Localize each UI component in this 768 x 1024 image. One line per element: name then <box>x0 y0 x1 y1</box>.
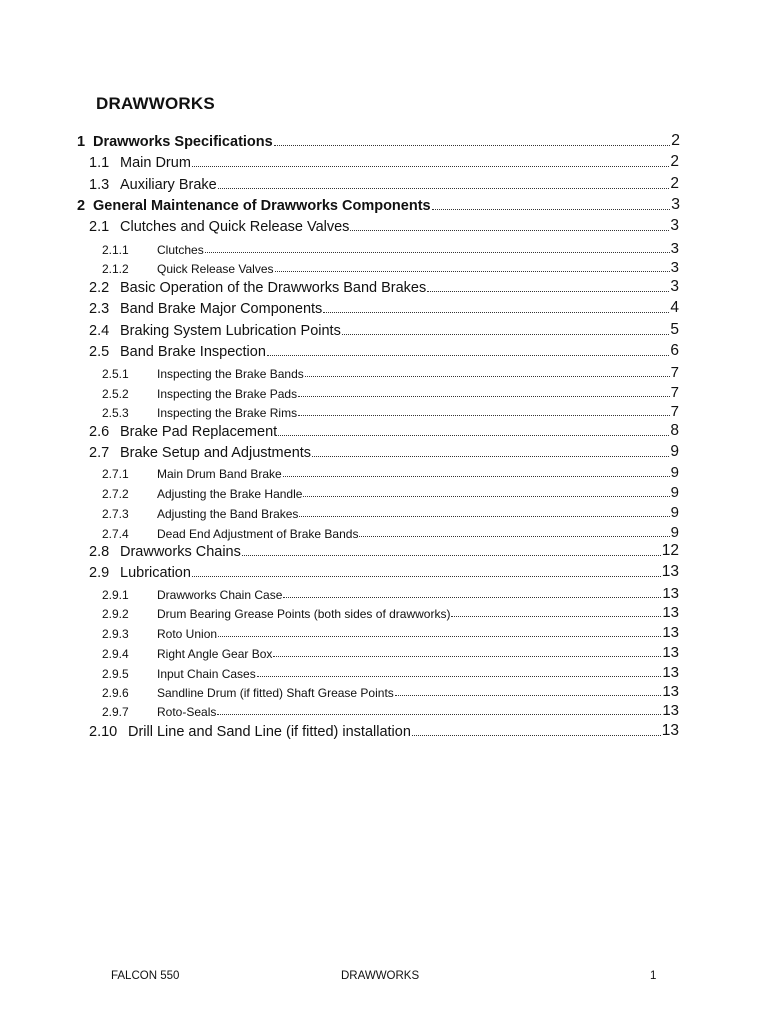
toc-entry-page-number: 8 <box>670 422 679 439</box>
toc-dot-leader <box>342 334 670 335</box>
toc-entry-title: Band Brake Major Components <box>120 301 323 317</box>
toc-entry-title: Clutches <box>157 243 204 257</box>
toc-entry-number: 2 <box>77 198 86 214</box>
toc-entry[interactable] <box>0 481 768 501</box>
toc-entry[interactable] <box>0 319 768 339</box>
toc-dot-leader <box>312 456 669 457</box>
toc-entry[interactable] <box>0 461 768 481</box>
toc-entry-page-number: 9 <box>670 524 679 541</box>
toc-entry[interactable] <box>0 173 768 193</box>
toc-entry-page-number: 3 <box>671 196 680 213</box>
toc-entry-title: Brake Pad Replacement <box>120 424 278 440</box>
toc-entry-number: 2.8 <box>89 544 110 560</box>
toc-entry[interactable] <box>0 130 768 150</box>
toc-entry-page-number: 9 <box>670 504 679 521</box>
toc-dot-leader <box>192 576 661 577</box>
toc-entry-page-number: 13 <box>662 604 679 621</box>
toc-entry-title: Right Angle Gear Box <box>157 647 273 661</box>
toc-entry-title: Drawworks Specifications <box>93 134 273 150</box>
toc-entry-number: 2.7.4 <box>102 527 129 541</box>
toc-entry[interactable] <box>0 501 768 521</box>
toc-entry-number: 2.9 <box>89 565 110 581</box>
toc-dot-leader <box>257 676 662 677</box>
toc-entry-number: 2.7 <box>89 445 110 461</box>
toc-entry-title: Sandline Drum (if fitted) Shaft Grease Points <box>157 686 394 700</box>
toc-entry-title: Auxiliary Brake <box>120 177 217 193</box>
toc-entry-number: 2.9.2 <box>102 607 129 621</box>
toc-entry[interactable] <box>0 561 768 581</box>
toc-entry-page-number: 7 <box>670 364 679 381</box>
toc-entry-page-number: 12 <box>661 542 679 559</box>
toc-entry-number: 2.9.3 <box>102 627 129 641</box>
toc-entry-number: 2.5.3 <box>102 406 129 420</box>
toc-entry-page-number: 13 <box>661 722 679 739</box>
toc-entry-title: Band Brake Inspection <box>120 344 266 360</box>
toc-dot-leader <box>192 166 669 167</box>
toc-entry[interactable] <box>0 601 768 621</box>
toc-entry[interactable] <box>0 680 768 700</box>
toc-entry-page-number: 2 <box>670 153 679 170</box>
toc-entry[interactable] <box>0 151 768 171</box>
toc-entry-number: 1 <box>77 134 86 150</box>
toc-entry[interactable] <box>0 297 768 317</box>
toc-dot-leader <box>205 252 670 253</box>
toc-entry-page-number: 9 <box>670 443 679 460</box>
toc-entry[interactable] <box>0 400 768 420</box>
toc-entry[interactable] <box>0 521 768 541</box>
toc-entry-number: 2.9.7 <box>102 705 129 719</box>
toc-entry-page-number: 13 <box>661 563 679 580</box>
toc-entry-title: Inspecting the Brake Pads <box>157 387 298 401</box>
toc-entry[interactable] <box>0 237 768 257</box>
toc-entry-page-number: 13 <box>662 644 679 661</box>
toc-dot-leader <box>395 695 662 696</box>
toc-entry-number: 2.9.5 <box>102 667 129 681</box>
toc-dot-leader <box>217 714 661 715</box>
toc-entry-title: Basic Operation of the Drawworks Band Brakes <box>120 280 427 296</box>
toc-dot-leader <box>267 355 669 356</box>
toc-dot-leader <box>242 555 661 556</box>
document-title: DRAWWORKS <box>96 94 215 113</box>
toc-entry-page-number: 2 <box>671 132 680 149</box>
toc-dot-leader <box>359 536 669 537</box>
toc-dot-leader <box>275 271 670 272</box>
toc-entry-number: 2.5.2 <box>102 387 129 401</box>
footer-section-name: DRAWWORKS <box>341 970 420 982</box>
toc-entry[interactable] <box>0 661 768 681</box>
toc-entry-number: 2.9.6 <box>102 686 129 700</box>
toc-entry-title: Dead End Adjustment of Brake Bands <box>157 527 359 541</box>
toc-entry-title: Roto Union <box>157 627 218 641</box>
toc-entry-number: 2.7.2 <box>102 487 129 501</box>
toc-entry-title: Roto-Seals <box>157 705 217 719</box>
toc-entry[interactable] <box>0 582 768 602</box>
toc-entry-page-number: 9 <box>670 484 679 501</box>
toc-entry[interactable] <box>0 276 768 296</box>
toc-entry-page-number: 3 <box>670 259 679 276</box>
toc-entry[interactable] <box>0 441 768 461</box>
toc-entry-title: Main Drum <box>120 155 191 171</box>
toc-entry-title: Lubrication <box>120 565 191 581</box>
toc-entry-page-number: 4 <box>670 299 679 316</box>
toc-entry[interactable] <box>0 540 768 560</box>
toc-dot-leader <box>283 597 661 598</box>
toc-entry-number: 2.7.3 <box>102 507 129 521</box>
toc-entry-number: 2.9.4 <box>102 647 129 661</box>
toc-entry-page-number: 13 <box>662 683 679 700</box>
toc-entry-page-number: 3 <box>670 217 679 234</box>
toc-dot-leader <box>298 396 670 397</box>
toc-entry-page-number: 3 <box>670 240 679 257</box>
toc-dot-leader <box>412 735 661 736</box>
toc-entry[interactable] <box>0 215 768 235</box>
toc-entry[interactable] <box>0 381 768 401</box>
toc-entry-page-number: 13 <box>662 664 679 681</box>
toc-entry-number: 2.2 <box>89 280 110 296</box>
toc-entry-number: 1.1 <box>89 155 110 171</box>
toc-entry-number: 2.10 <box>89 724 118 740</box>
toc-entry-title: Drawworks Chains <box>120 544 241 560</box>
toc-entry-page-number: 13 <box>662 624 679 641</box>
toc-entry[interactable] <box>0 361 768 381</box>
toc-dot-leader <box>283 476 670 477</box>
page-footer <box>0 970 768 988</box>
toc-dot-leader <box>218 636 661 637</box>
toc-dot-leader <box>299 516 669 517</box>
toc-entry-page-number: 13 <box>662 585 679 602</box>
toc-entry-number: 2.3 <box>89 301 110 317</box>
toc-entry-page-number: 5 <box>670 321 679 338</box>
toc-dot-leader <box>432 209 670 210</box>
toc-entry-page-number: 3 <box>670 278 679 295</box>
toc-dot-leader <box>451 616 661 617</box>
toc-entry[interactable] <box>0 194 768 214</box>
toc-entry-title: Adjusting the Brake Handle <box>157 487 303 501</box>
toc-dot-leader <box>303 496 669 497</box>
toc-entry[interactable] <box>0 720 768 740</box>
toc-entry-title: General Maintenance of Drawworks Components <box>93 198 431 214</box>
toc-entry-title: Main Drum Band Brake <box>157 467 282 481</box>
toc-entry-number: 2.1 <box>89 219 110 235</box>
toc-entry-number: 2.7.1 <box>102 467 129 481</box>
toc-entry[interactable] <box>0 340 768 360</box>
toc-dot-leader <box>274 145 670 146</box>
toc-entry-page-number: 2 <box>670 175 679 192</box>
toc-dot-leader <box>305 376 670 377</box>
toc-entry-number: 2.5 <box>89 344 110 360</box>
toc-dot-leader <box>323 312 669 313</box>
toc-entry-title: Inspecting the Brake Rims <box>157 406 298 420</box>
toc-entry[interactable] <box>0 256 768 276</box>
toc-entry-title: Input Chain Cases <box>157 667 256 681</box>
toc-entry-number: 2.1.1 <box>102 243 129 257</box>
toc-entry-title: Quick Release Valves <box>157 262 274 276</box>
toc-entry[interactable] <box>0 621 768 641</box>
toc-entry[interactable] <box>0 641 768 661</box>
toc-entry-page-number: 6 <box>670 342 679 359</box>
toc-entry-number: 2.9.1 <box>102 588 129 602</box>
toc-entry-title: Drawworks Chain Case <box>157 588 283 602</box>
footer-document-name: FALCON 550 <box>111 970 180 982</box>
footer-page-number: 1 <box>650 970 657 982</box>
toc-entry-title: Clutches and Quick Release Valves <box>120 219 350 235</box>
toc-entry-page-number: 7 <box>670 384 679 401</box>
toc-entry-title: Drill Line and Sand Line (if fitted) installation <box>128 724 411 740</box>
toc-dot-leader <box>350 230 669 231</box>
toc-entry-number: 2.5.1 <box>102 367 129 381</box>
toc-entry-title: Adjusting the Band Brakes <box>157 507 299 521</box>
toc-entry-title: Drum Bearing Grease Points (both sides of drawworks) <box>157 607 451 621</box>
toc-dot-leader <box>427 291 669 292</box>
toc-entry-number: 2.4 <box>89 323 110 339</box>
toc-dot-leader <box>298 415 670 416</box>
toc-entry-number: 1.3 <box>89 177 110 193</box>
toc-entry-number: 2.6 <box>89 424 110 440</box>
toc-entry-page-number: 7 <box>670 403 679 420</box>
toc-entry[interactable] <box>0 420 768 440</box>
toc-entry-page-number: 13 <box>662 702 679 719</box>
toc-entry-number: 2.1.2 <box>102 262 129 276</box>
toc-entry-title: Brake Setup and Adjustments <box>120 445 312 461</box>
toc-entry-title: Inspecting the Brake Bands <box>157 367 304 381</box>
toc-entry[interactable] <box>0 699 768 719</box>
toc-dot-leader <box>273 656 661 657</box>
toc-entry-page-number: 9 <box>670 464 679 481</box>
toc-entry-title: Braking System Lubrication Points <box>120 323 341 339</box>
toc-dot-leader <box>278 435 669 436</box>
toc-dot-leader <box>218 188 670 189</box>
